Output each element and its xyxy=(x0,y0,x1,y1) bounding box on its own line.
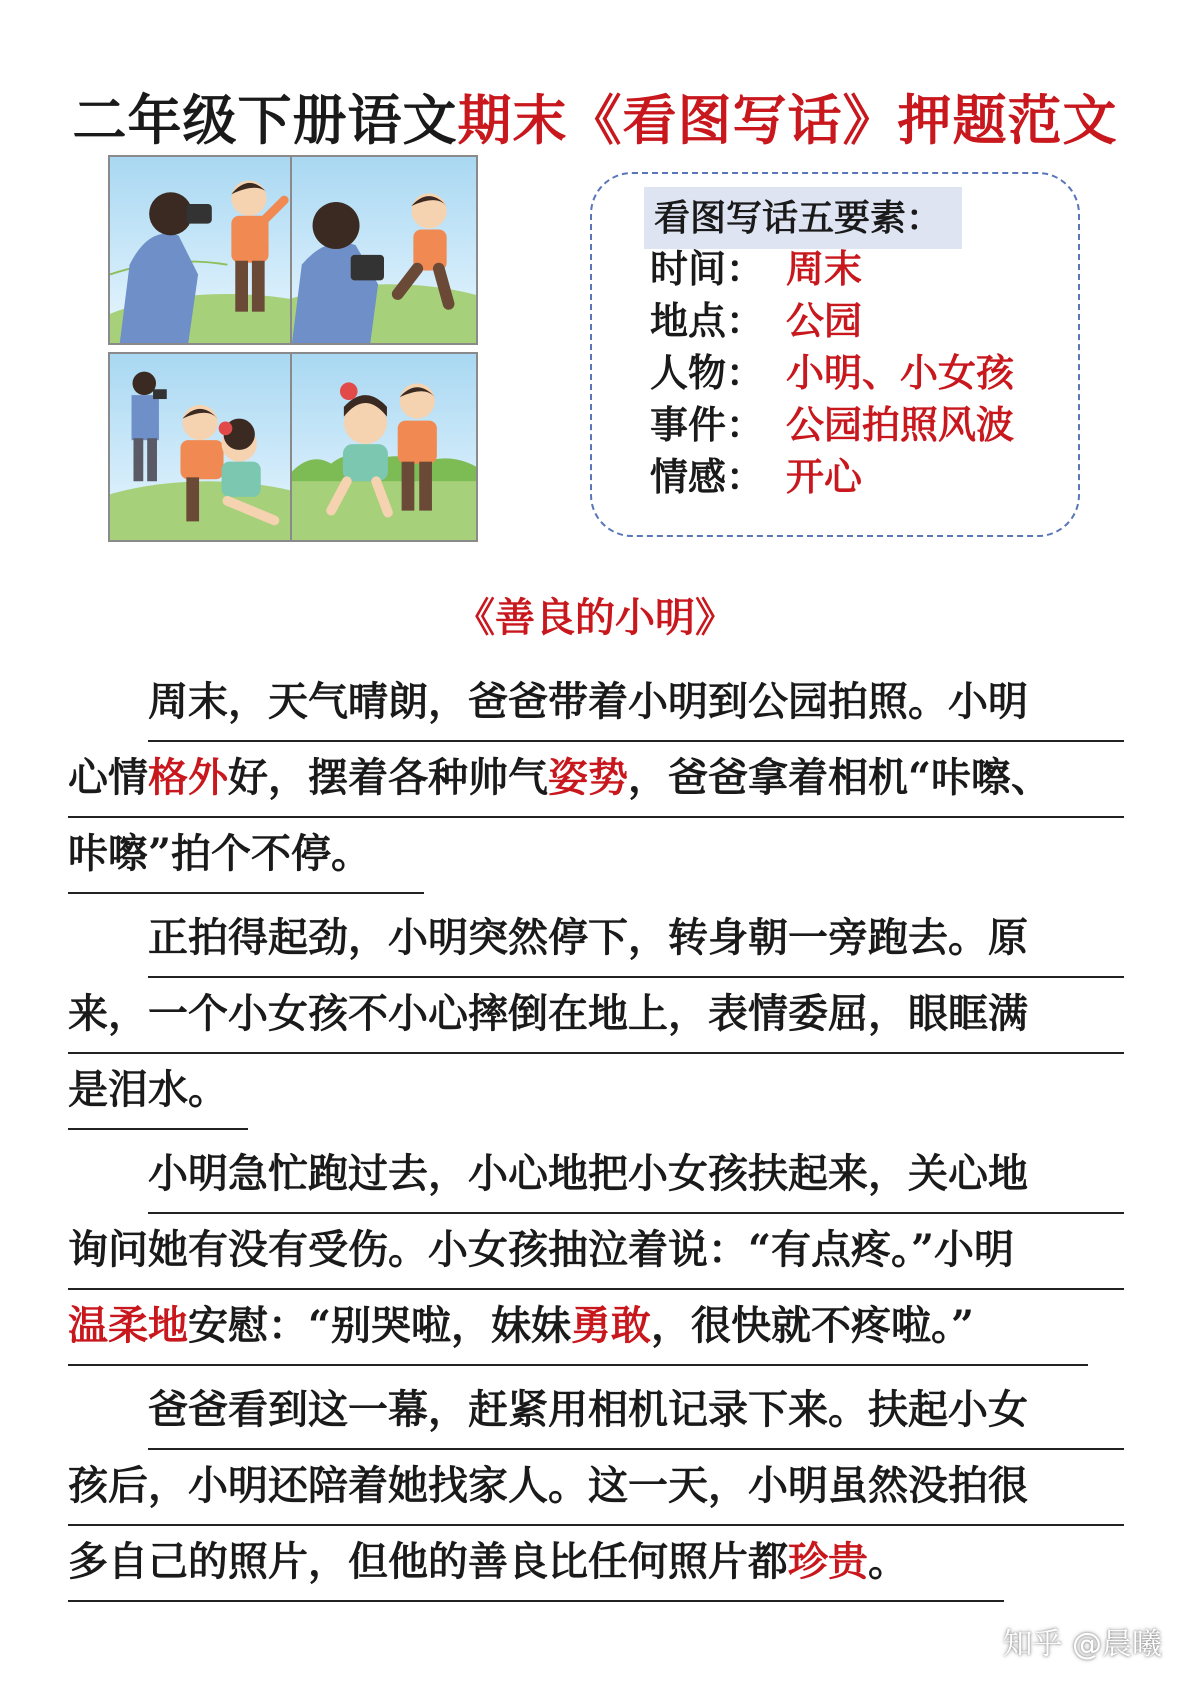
essay-line: 心情格外好，摆着各种帅气姿势，爸爸拿着相机“咔嚓、 xyxy=(68,748,1124,818)
comic-panel-3 xyxy=(108,352,296,542)
essay-line: 周末，天气晴朗，爸爸带着小明到公园拍照。小明 xyxy=(148,672,1124,742)
illustration-boy-running xyxy=(292,157,476,343)
essay-line: 是泪水。 xyxy=(68,1060,248,1130)
element-value: 周末 xyxy=(786,246,863,291)
element-value: 开心 xyxy=(786,454,863,499)
title-red-part: 期末《看图写话》押题范文 xyxy=(457,88,1118,152)
comic-panel-4 xyxy=(290,352,478,542)
five-elements-title: 看图写话五要素： xyxy=(644,187,962,249)
essay-line: 孩后，小明还陪着她找家人。这一天，小明虽然没拍很 xyxy=(68,1456,1124,1526)
highlight-word: 珍贵 xyxy=(788,1538,868,1585)
page-title xyxy=(0,85,1190,155)
illustration-girl-falls xyxy=(110,354,294,540)
element-row-place: 地点： 公园 xyxy=(650,298,863,343)
element-value: 公园 xyxy=(786,298,863,343)
element-value: 小明、小女孩 xyxy=(786,350,1015,395)
element-label: 事件 xyxy=(650,402,727,447)
highlight-word: 勇敢 xyxy=(571,1302,652,1349)
element-value: 公园拍照风波 xyxy=(786,402,1015,447)
highlight-word: 温柔地 xyxy=(68,1302,188,1349)
five-elements-box xyxy=(590,172,1080,537)
essay-line: 来，一个小女孩不小心摔倒在地上，表情委屈，眼眶满 xyxy=(68,984,1124,1054)
element-label: 地点 xyxy=(650,298,727,343)
illustration-dad-photographing xyxy=(110,157,294,343)
element-label: 人物 xyxy=(650,350,727,395)
essay-line: 询问她有没有受伤。小女孩抽泣着说：“有点疼。”小明 xyxy=(68,1220,1124,1290)
element-label: 情感 xyxy=(650,454,727,499)
watermark: 知乎 @晨曦 xyxy=(1002,1627,1162,1662)
element-label: 时间 xyxy=(650,246,727,291)
highlight-word: 姿势 xyxy=(548,754,628,801)
comic-panel-1 xyxy=(108,155,296,345)
element-row-time: 时间： 周末 xyxy=(650,246,863,291)
essay-line: 多自己的照片，但他的善良比任何照片都珍贵。 xyxy=(68,1532,1004,1602)
essay-line: 小明急忙跑过去，小心地把小女孩扶起来，关心地 xyxy=(148,1144,1124,1214)
comic-panel-2 xyxy=(290,155,478,345)
essay-line: 正拍得起劲，小明突然停下，转身朝一旁跑去。原 xyxy=(148,908,1124,978)
element-row-emotion: 情感： 开心 xyxy=(650,454,863,499)
element-row-people: 人物： 小明、小女孩 xyxy=(650,350,1015,395)
title-black-part: 二年级下册语文 xyxy=(72,88,458,152)
illustration-boy-helps-girl xyxy=(292,354,476,540)
essay-line: 爸爸看到这一幕，赶紧用相机记录下来。扶起小女 xyxy=(148,1380,1124,1450)
essay-line: 温柔地安慰：“别哭啦，妹妹勇敢，很快就不疼啦。” xyxy=(68,1296,1088,1366)
essay-line: 咔嚓”拍个不停。 xyxy=(68,824,424,894)
element-row-event: 事件： 公园拍照风波 xyxy=(650,402,1015,447)
essay-title: 《善良的小明》 xyxy=(455,594,735,641)
highlight-word: 格外 xyxy=(148,754,228,801)
